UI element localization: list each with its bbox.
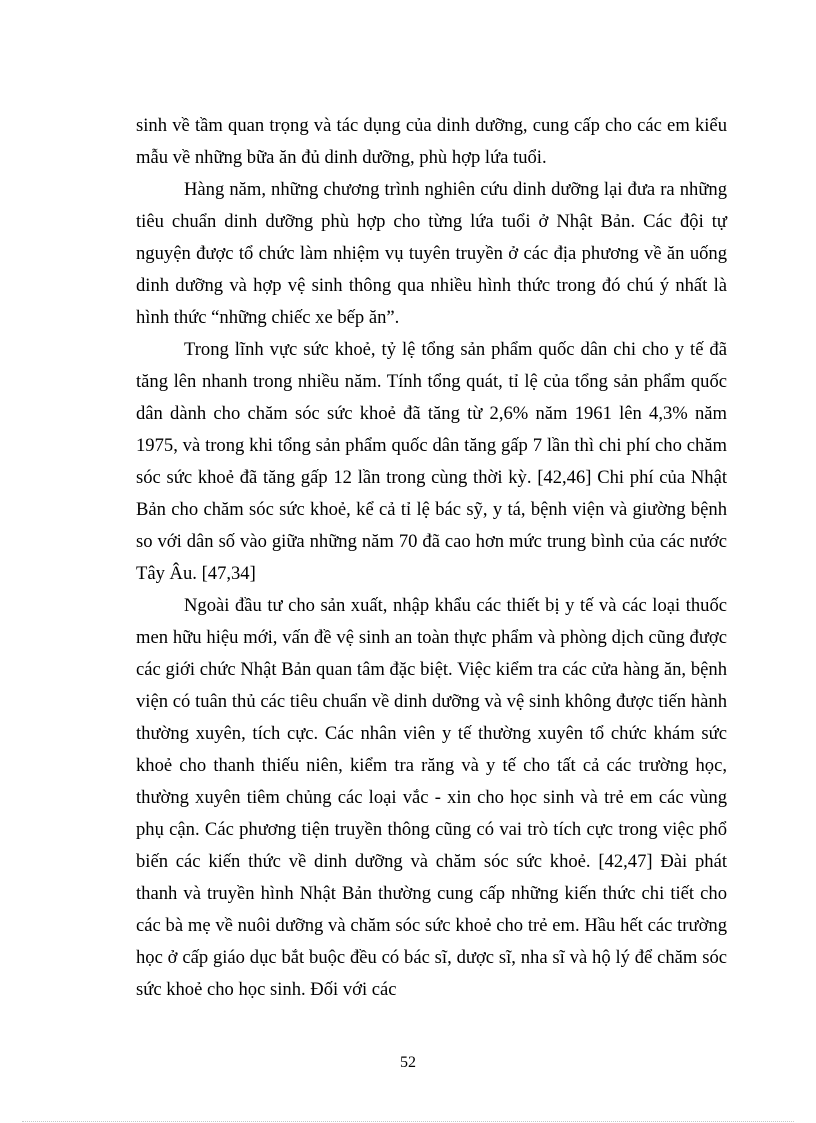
paragraph-nutrition-programs: Hàng năm, những chương trình nghiên cứu dinh dưỡng lại đưa ra những tiêu chuẩn dinh dưỡng phù hợp cho từng lứa tuổi ở Nhật Bản. Các đội tự nguyện được tổ chức làm nhiệm vụ tuyên truyền ở các địa phương về ăn uống dinh dưỡng và hợp vệ sinh thông qua nhiều hình thức trong đó chú ý nhất là hình thức “những chiếc xe bếp ăn”. (136, 179, 727, 328)
body-text (136, 110, 727, 1006)
paragraph-health-spending: Trong lĩnh vực sức khoẻ, tỷ lệ tổng sản phẩm quốc dân chi cho y tế đã tăng lên nhanh trong nhiều năm. Tính tổng quát, tỉ lệ của tổng sản phẩm quốc dân dành cho chăm sóc sức khoẻ đã tăng từ 2,6% năm 1961 lên 4,3% năm 1975, và trong khi tổng sản phẩm quốc dân tăng gấp 7 lần thì chi phí cho chăm sóc sức khoẻ đã tăng gấp 12 lần trong cùng thời kỳ. [42,46] Chi phí của Nhật Bản cho chăm sóc sức khoẻ, kể cả tỉ lệ bác sỹ, y tá, bệnh viện và giường bệnh so với dân số vào giữa những năm 70 đã cao hơn mức trung bình của các nước Tây Âu. [47,34] (136, 339, 727, 584)
page-number: 52 (400, 1054, 416, 1071)
paragraph-hygiene-and-care: Ngoài đầu tư cho sản xuất, nhập khẩu các thiết bị y tế và các loại thuốc men hữu hiệu mới, vấn đề vệ sinh an toàn thực phẩm và phòng dịch cũng được các giới chức Nhật Bản quan tâm đặc biệt. Việc kiểm tra các cửa hàng ăn, bệnh viện có tuân thủ các tiêu chuẩn về dinh dưỡng và vệ sinh không được tiến hành thường xuyên, tích cực. Các nhân viên y tế thường xuyên tổ chức khám sức khoẻ cho thanh thiếu niên, kiểm tra răng và y tế cho tất cả các trường học, thường xuyên tiêm chủng các loại vắc - xin cho học sinh và trẻ em các vùng phụ cận. Các phương tiện truyền thông cũng có vai trò tích cực trong việc phổ biến các kiến thức về dinh dưỡng và chăm sóc sức khoẻ. [42,47] Đài phát thanh và truyền hình Nhật Bản thường cung cấp những kiến thức chi tiết cho các bà mẹ về nuôi dưỡng và chăm sóc sức khoẻ cho trẻ em. Hầu hết các trường học ở cấp giáo dục bắt buộc đều có bác sĩ, dược sĩ, nha sĩ và hộ lý để chăm sóc sức khoẻ cho học sinh. Đối với các (136, 595, 727, 1000)
page-bottom-divider (22, 1121, 794, 1122)
paragraph-continuation: sinh về tầm quan trọng và tác dụng của dinh dưỡng, cung cấp cho các em kiểu mẫu về những bữa ăn đủ dinh dưỡng, phù hợp lứa tuổi. (136, 115, 727, 168)
